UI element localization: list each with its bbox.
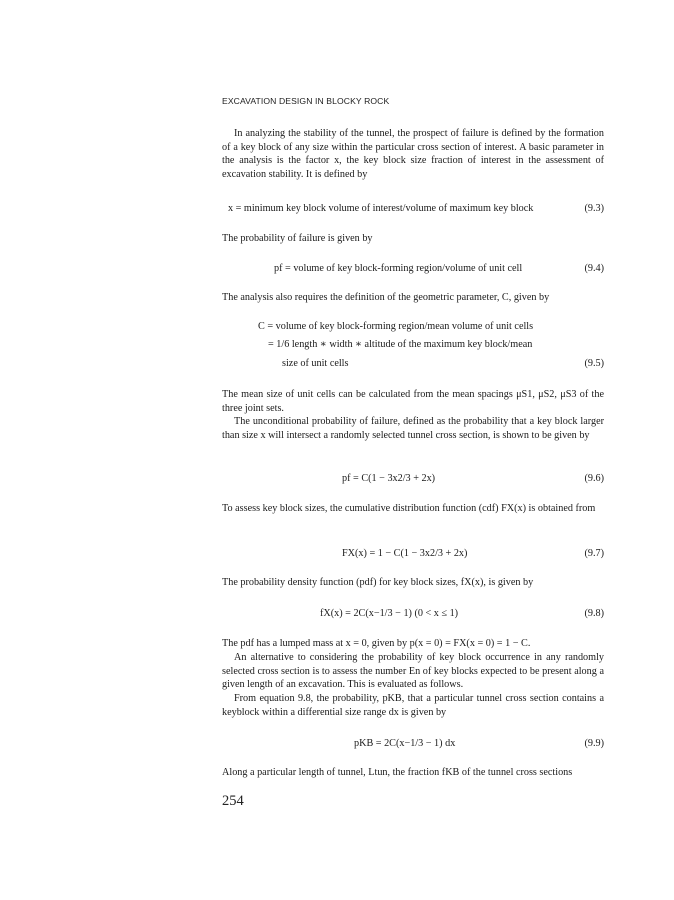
paragraph-cdf-text: To assess key block sizes, the cumulative distribution function (cdf) FX(x) is obtained from [222,503,596,514]
equation-9-8-number: (9.8) [584,608,604,619]
equation-9-3-number: (9.3) [584,203,604,214]
equation-9-7-number: (9.7) [584,548,604,559]
equation-9-9 [222,737,604,751]
equation-9-5-line3: size of unit cells [282,358,349,369]
equation-9-6 [222,472,604,486]
equation-9-4-number: (9.4) [584,263,604,274]
paragraph-unconditional-text: The unconditional probability of failure, defined as the probability that a key block larger than size x will intersect a randomly selected tunnel cross section, is shown to be given by [222,416,604,441]
paragraph-intro-text: In analyzing the stability of the tunnel, the prospect of failure is defined by the formation of a key block of any size within the particular cross section of interest. A basic parameter in the analysis is the factor x, the key block size fraction of interest in the assessment of excavation stability. It is defined by [222,128,604,180]
paragraph-intro [222,127,604,181]
paragraph-geometric-text: The analysis also requires the definition of the geometric parameter, C, given by [222,292,550,303]
equation-9-3-body: x = minimum key block volume of interest/volume of maximum key block [228,203,534,214]
equation-9-8-body: fX(x) = 2C(x−1/3 − 1) (0 < x ≤ 1) [320,608,459,619]
equation-9-4-body: pf = volume of key block-forming region/volume of unit cell [274,263,523,274]
paragraph-along-tunnel [222,766,604,780]
equation-9-8 [222,607,604,621]
equation-9-9-body: pKB = 2C(x−1/3 − 1) dx [354,738,456,749]
paragraph-alternative [222,651,604,692]
equation-9-7 [222,547,604,561]
paragraph-unit-cells [222,388,604,415]
running-header: EXCAVATION DESIGN IN BLOCKY ROCK [222,96,390,106]
paragraph-unconditional [222,415,604,442]
equation-9-5 [222,320,604,372]
paragraph-unit-cells-text: The mean size of unit cells can be calculated from the mean spacings μS1, μS2, μS3 of the three joint sets. [222,389,604,414]
equation-9-4 [222,262,604,276]
paragraph-alternative-text: An alternative to considering the probability of key block occurrence in any randomly selected cross section is to assess the number En of key blocks expected to be present along a given length of an excavation. This is evaluated as follows. [222,652,604,691]
page-number: 254 [222,793,244,809]
paragraph-geometric [222,291,604,305]
paragraph-pdf-text: The probability density function (pdf) for key block sizes, fX(x), is given by [222,577,534,588]
equation-9-5-number: (9.5) [584,358,604,369]
paragraph-from-equation [222,692,604,719]
paragraph-probability [222,232,604,246]
paragraph-lumped-mass [222,637,604,651]
equation-9-6-body: pf = C(1 − 3x2/3 + 2x) [342,473,436,484]
equation-9-5-line2: = 1/6 length ∗ width ∗ altitude of the maximum key block/mean [268,339,533,350]
paragraph-probability-text: The probability of failure is given by [222,233,373,244]
equation-9-5-line1: C = volume of key block-forming region/mean volume of unit cells [258,321,534,332]
paragraph-cdf [222,502,604,516]
paragraph-along-tunnel-text: Along a particular length of tunnel, Ltun, the fraction fKB of the tunnel cross sections [222,767,573,778]
paragraph-lumped-mass-text: The pdf has a lumped mass at x = 0, given by p(x = 0) = FX(x = 0) = 1 − C. [222,638,531,649]
equation-9-9-number: (9.9) [584,738,604,749]
equation-9-6-number: (9.6) [584,473,604,484]
equation-9-3 [222,202,604,216]
paragraph-pdf [222,576,604,590]
equation-9-7-body: FX(x) = 1 − C(1 − 3x2/3 + 2x) [342,548,468,559]
paragraph-from-equation-text: From equation 9.8, the probability, pKB, that a particular tunnel cross section contains a keyblock within a differential size range dx is given by [222,693,604,718]
